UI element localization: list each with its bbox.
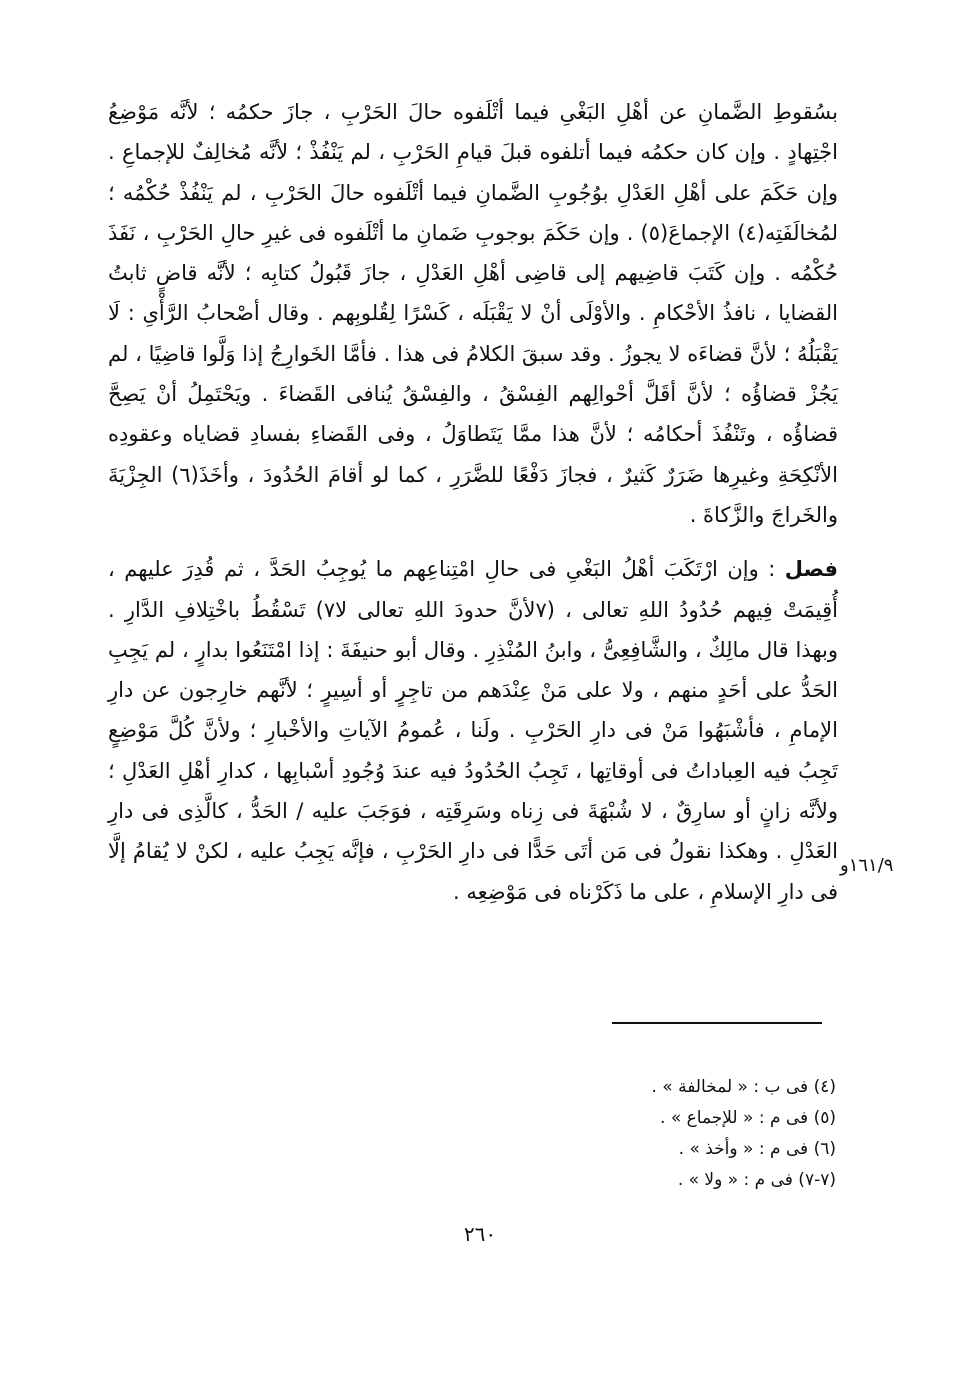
main-text-block [108, 92, 838, 912]
section-heading: فصل [784, 557, 838, 582]
page-number: ٢٦٠ [463, 1222, 497, 1246]
footnote-4: (٤) فى ب : « لمخالفة » . [651, 1077, 836, 1097]
body-paragraph-1: بسُقوطِ الضَّمانِ عن أهْلِ البَغْىِ فيما أتْلَفوه حالَ الحَرْبِ ، جازَ حكمُه ؛ لأنَّه مَوْضِعُ اجْتِهادٍ . وإن كان حكمُه فيما أتلفوه قبلَ قيامِ الحَرْبِ ، لم يَنْفُذْ ؛ لأنَّه مُخالِفٌ للإجماعِ . وإن حَكَمَ على أهْلِ العَدْلِ بوُجُوبِ الضَّمانِ فيما أتْلَفوه حالَ الحَرْبِ ، لم يَنْفُذْ حُكْمُه ؛ لمُخالَفَتِه(٤) الإجماعَ(٥) . وإن حَكَمَ بوجوبِ ضَمانِ ما أتْلَفوه فى غيرِ حالِ الحَرْبِ ، نَفَذَ حُكْمُه . وإن كَتَبَ قاضِيهم إلى قاضِى أهْلِ العَدْلِ ، جازَ قَبُولُ كتابِه ؛ لأنَّه قاضٍ ثابتُ القضايا ، نافذُ الأحْكامِ . والأوْلَى أنْ لا يَقْبَلَه ، كَسْرًا لِقُلوبِهم . وقال أصْحابُ الرَّأْىِ : لَا يَقْبَلُهُ ؛ لأنَّ قضاءَه لا يجوزُ . وقد سبقَ الكلامُ فى هذا . فأمَّا الخَوارِجُ إذا وَلَّوا قاضِيًا ، لم يَجُزْ قضاؤُه ؛ لأنَّ أقَلَّ أحْوالِهم الفِسْقُ ، والفِسْقُ يُنافى القَضاءَ . ويَحْتَمِلُ أنْ يَصِحَّ قضاؤُه ، وتَنْفُذَ أحكامُه ؛ لأنَّ هذا ممَّا يَتَطاوَلُ ، وفى القَضاءِ بفسادِ قضاياه وعقودِه الأنْكِحَةِ وغيرِها ضَرَرٌ كَثيرٌ ، فجازَ دَفْعًا للضَّرَرِ ، كما لو أقامَ الحُدُودَ ، وأخَذَ(٦) الجِزْيَةَ والخَراجَ والزَّكاةَ . [108, 100, 838, 527]
section-text: : وإن ارْتَكَبَ أهْلُ البَغْىِ فى حالِ امْتِناعِهم ما يُوجِبُ الحَدَّ ، ثم قُدِرَ عليهم ، أُقِيمَتْ فِيهم حُدُودُ اللهِ تعالى ، (٧لأنَّ حدودَ اللهِ تعالى لا٧) تَسْقُطُ باخْتِلافِ الدَّارِ . وبهذا قال مالِكٌ ، والشَّافِعِىُّ ، وابنُ المُنْذِرِ . وقال أبو حنيفَةَ : إذا امْتَنَعُوا بدارٍ ، لم يَجِبِ الحَدُّ على أحَدٍ منهم ، ولا على مَنْ عِنْدَهم من تاجِرٍ أو أسِيرٍ ؛ لأنَّهم خارِجون عن دارِ الإمامِ ، فأشْبَهُوا مَنْ فى دارِ الحَرْبِ . ولَنا ، عُمومُ الآياتِ والأخْبارِ ؛ ولأنَّ كُلَّ مَوْضِعٍ تَجِبُ فيه العِباداتُ فى أوقاتِها ، تَجِبُ الحُدُودُ فيه عندَ وُجُودِ أسْبابِها ، كدارِ أهْلِ العَدْلِ ؛ ولأنَّه زانٍ أو سارِقٌ ، لا شُبْهَةَ فى زِناه وسَرِقَتِه ، فوَجَبَ عليه / الحَدُّ ، كالَّذِى فى دارِ العَدْلِ . وهكذا نقولُ فى مَن أتَى حَدًّا فى دارِ الحَرْبِ ، فإنَّه يَجِبُ عليه ، لكنْ لا يُقامُ إلَّا فى دارِ الإسلامِ ، على ما ذَكَرْناه فى مَوْضِعِه . [108, 557, 839, 904]
footnote-5: (٥) فى م : « للإجماع » . [660, 1108, 836, 1128]
body-paragraph-2 [108, 549, 838, 912]
footnote-6: (٦) فى م : « وأخذ » . [678, 1139, 836, 1159]
manuscript-margin-note: ١٦١/٩و [840, 855, 894, 876]
footnote-separator [612, 1022, 822, 1024]
footnotes [560, 1072, 836, 1196]
footnote-7: (٧-٧) فى م : « ولا » . [677, 1170, 836, 1190]
